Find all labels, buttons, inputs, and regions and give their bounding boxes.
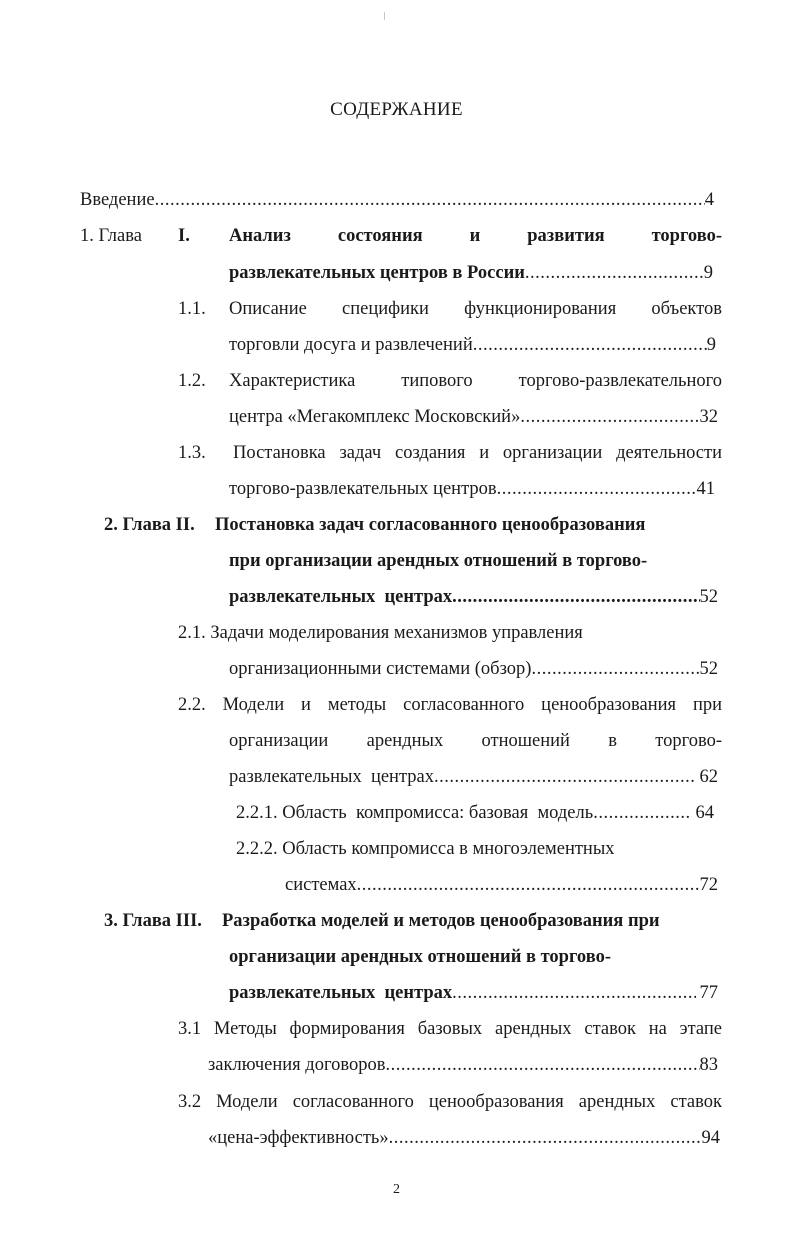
toc-chapter-title-line[interactable] bbox=[229, 261, 713, 285]
toc-section-line[interactable] bbox=[229, 369, 722, 393]
toc-chapter-title-line[interactable]: Постановка задач согласованного ценообразования bbox=[215, 515, 646, 535]
toc-leader bbox=[385, 1053, 699, 1077]
toc-word: развития bbox=[527, 226, 605, 246]
toc-entry-text: системах bbox=[285, 875, 357, 895]
toc-page-number: 62 bbox=[699, 767, 718, 787]
toc-section-line[interactable]: 3.1 Методы формирования базовых арендных ставок на этапе bbox=[178, 1019, 722, 1039]
toc-subsection-line[interactable]: 2.2.2. Область компромисса в многоэлементных bbox=[236, 839, 615, 859]
toc-chapter-title-line[interactable]: Разработка моделей и методов ценообразования при bbox=[222, 911, 660, 931]
toc-entry-text: развлекательных центрах bbox=[229, 767, 434, 787]
toc-entry-text: развлекательных центрах bbox=[229, 983, 453, 1003]
toc-entry-text: организационными системами (обзор) bbox=[229, 659, 532, 679]
toc-word: организации bbox=[229, 731, 329, 751]
toc-word: Описание bbox=[229, 299, 307, 319]
toc-entry-text: «цена-эффективность» bbox=[208, 1128, 389, 1148]
toc-page-number: 32 bbox=[699, 407, 718, 427]
toc-subsection-line[interactable] bbox=[285, 873, 718, 897]
toc-leader bbox=[531, 657, 699, 681]
toc-section-line[interactable] bbox=[229, 477, 715, 501]
toc-leader bbox=[452, 585, 699, 609]
toc-section-line[interactable] bbox=[229, 765, 718, 789]
toc-page-number: 4 bbox=[704, 190, 714, 210]
toc-word: Характеристика bbox=[229, 371, 356, 391]
toc-section-line[interactable]: 3.2 Модели согласованного ценообразования арендных ставок bbox=[178, 1092, 722, 1112]
toc-chapter-roman: I. bbox=[178, 226, 190, 246]
toc-chapter-number: 2. Глава II. bbox=[104, 515, 195, 535]
toc-chapter-number: 1. Глава bbox=[80, 226, 142, 246]
toc-leader bbox=[434, 765, 696, 789]
toc-page-number: 9 bbox=[703, 263, 713, 283]
toc-entry-text: Введение bbox=[80, 190, 155, 210]
toc-page-number: 83 bbox=[699, 1055, 718, 1075]
toc-entry-text: торгово-развлекательных центров bbox=[229, 479, 497, 499]
toc-entry-text: 2.2.1. Область компромисса: базовая модель bbox=[236, 803, 594, 823]
toc-chapter-title-line[interactable] bbox=[229, 224, 722, 248]
toc-leader bbox=[155, 188, 705, 212]
toc-section-line[interactable] bbox=[208, 1053, 718, 1077]
toc-entry-text: заключения договоров bbox=[208, 1055, 386, 1075]
toc-subsection-line[interactable] bbox=[236, 801, 714, 825]
toc-word: в bbox=[608, 731, 617, 751]
toc-leader bbox=[520, 405, 699, 429]
page-title: СОДЕРЖАНИЕ bbox=[330, 99, 463, 120]
toc-page-number: 94 bbox=[701, 1128, 720, 1148]
toc-page-number: 72 bbox=[699, 875, 718, 895]
toc-word: объектов bbox=[651, 299, 722, 319]
toc-page-number: 77 bbox=[699, 983, 718, 1003]
toc-section-line[interactable] bbox=[229, 405, 718, 429]
toc-page-number: 52 bbox=[699, 659, 718, 679]
toc-leader bbox=[497, 477, 697, 501]
toc-section-line[interactable]: Постановка задач создания и организации деятельности bbox=[233, 443, 722, 463]
toc-chapter-title-line[interactable]: организации арендных отношений в торгово- bbox=[229, 947, 611, 967]
toc-word: состояния bbox=[337, 226, 423, 246]
toc-leader bbox=[452, 981, 695, 1005]
toc-entry-text: развлекательных центров в России bbox=[229, 263, 525, 283]
page-number: 2 bbox=[393, 1182, 400, 1197]
toc-section-line[interactable] bbox=[229, 729, 722, 753]
toc-entry-text: центра «Мегакомплекс Московский» bbox=[229, 407, 521, 427]
toc-entry-text: торговли досуга и развлечений bbox=[229, 335, 473, 355]
toc-word: арендных bbox=[366, 731, 444, 751]
toc-leader bbox=[357, 873, 700, 897]
toc-page-number: 64 bbox=[695, 803, 714, 823]
toc-section-line[interactable] bbox=[229, 657, 718, 681]
toc-section-line[interactable]: 2.1. Задачи моделирования механизмов управления bbox=[178, 623, 583, 643]
toc-leader bbox=[525, 261, 704, 285]
toc-page-number: 52 bbox=[699, 587, 718, 607]
toc-chapter-title-line[interactable] bbox=[229, 585, 718, 609]
toc-chapter-number: 3. Глава III. bbox=[104, 911, 202, 931]
toc-chapter-title-line[interactable]: при организации арендных отношений в торгово- bbox=[229, 551, 648, 571]
toc-section-number: 1.2. bbox=[178, 371, 206, 391]
toc-section-line[interactable] bbox=[229, 297, 722, 321]
toc-section-number: 1.3. bbox=[178, 443, 206, 463]
toc-leader bbox=[593, 801, 691, 825]
toc-word: торгово- bbox=[655, 731, 722, 751]
toc-page-number: 9 bbox=[706, 335, 716, 355]
toc-word: специфики bbox=[342, 299, 429, 319]
toc-word: отношений bbox=[481, 731, 570, 751]
toc-section-line[interactable]: 2.2. Модели и методы согласованного ценообразования при bbox=[178, 695, 722, 715]
toc-leader bbox=[473, 333, 707, 357]
toc-word: Анализ bbox=[229, 226, 291, 246]
toc-entry-text: развлекательных центрах bbox=[229, 587, 453, 607]
toc-word: торгово-развлекательного bbox=[518, 371, 722, 391]
toc-section-line[interactable] bbox=[229, 333, 716, 357]
toc-entry-intro[interactable] bbox=[80, 188, 714, 212]
toc-word: типового bbox=[401, 371, 473, 391]
toc-word: и bbox=[469, 226, 481, 246]
toc-leader bbox=[389, 1126, 702, 1150]
toc-section-line[interactable] bbox=[208, 1126, 720, 1150]
toc-page-number: 41 bbox=[696, 479, 715, 499]
toc-chapter-title-line[interactable] bbox=[229, 981, 718, 1005]
scan-mark bbox=[384, 12, 385, 20]
toc-section-number: 1.1. bbox=[178, 299, 206, 319]
toc-word: торгово- bbox=[651, 226, 722, 246]
toc-word: функционирования bbox=[464, 299, 617, 319]
